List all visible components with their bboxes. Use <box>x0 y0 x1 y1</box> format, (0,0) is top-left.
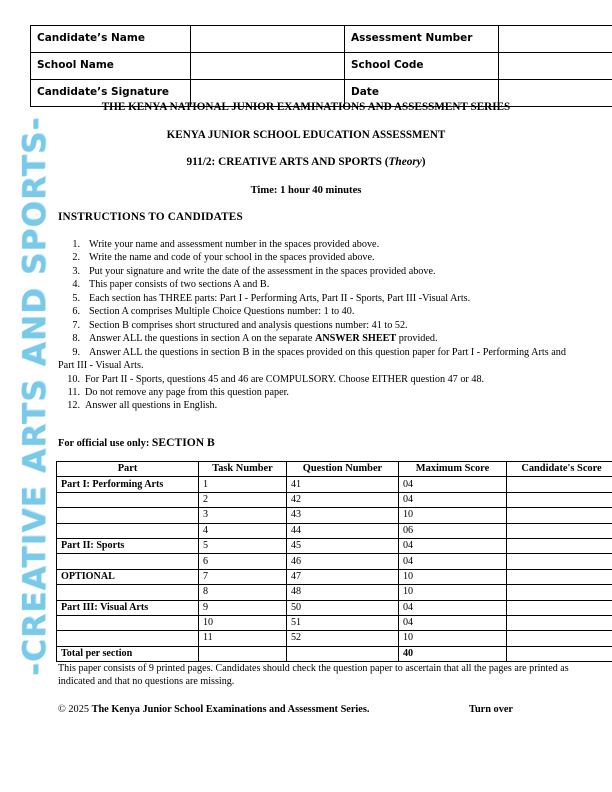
row-part <box>57 615 199 630</box>
candidate-name-field[interactable] <box>191 26 345 53</box>
row-task: 4 <box>199 523 287 538</box>
table-row <box>57 554 612 569</box>
instructions-list <box>58 238 583 413</box>
answer-sheet-emphasis: ANSWER SHEET <box>314 333 397 345</box>
row-question: 45 <box>287 538 399 553</box>
list-item <box>58 278 583 291</box>
list-item-text: Write the name and code of your school in the spaces provided above. <box>89 252 375 264</box>
list-item-text: This paper consists of two sections A and B. <box>89 279 270 291</box>
column-header-part: Part <box>57 462 199 477</box>
list-item <box>58 386 583 399</box>
watermark-text: -CREATIVE ARTS AND SPORTS- <box>17 116 53 676</box>
list-item-number: 5. <box>72 292 80 304</box>
row-max-score: 10 <box>399 631 507 646</box>
list-item-number: 9. <box>72 346 80 358</box>
table-header-row <box>57 462 612 477</box>
table-row <box>57 477 612 492</box>
list-item-number: 1. <box>72 239 80 250</box>
row-max-score-total: 40 <box>399 646 507 661</box>
list-item-number: 4. <box>72 279 80 291</box>
paper-subject: : CREATIVE ARTS AND SPORTS ( <box>211 156 389 168</box>
section-b-score-table <box>56 461 612 662</box>
instructions-heading: INSTRUCTIONS TO CANDIDATES <box>58 211 243 223</box>
table-row <box>31 26 612 53</box>
list-item <box>58 265 583 278</box>
row-candidate-score[interactable] <box>507 492 612 507</box>
copyright-mark: © 2025 <box>58 704 92 715</box>
row-max-score: 10 <box>399 569 507 584</box>
assessment-number-label: Assessment Number <box>345 26 499 53</box>
list-item-text: Each section has THREE parts: Part I - Performing Arts, Part II - Sports, Part III -Visual Arts. <box>89 292 471 304</box>
row-task: 2 <box>199 492 287 507</box>
table-row <box>57 508 612 523</box>
row-max-score: 04 <box>399 492 507 507</box>
table-row <box>57 615 612 630</box>
row-part: Part I: Performing Arts <box>57 477 199 492</box>
table-row <box>57 538 612 553</box>
row-task: 9 <box>199 600 287 615</box>
row-part <box>57 554 199 569</box>
row-max-score: 10 <box>399 585 507 600</box>
row-candidate-score[interactable] <box>507 615 612 630</box>
row-part <box>57 492 199 507</box>
row-part <box>57 631 199 646</box>
row-candidate-score[interactable] <box>507 508 612 523</box>
row-task: 8 <box>199 585 287 600</box>
list-item-text: Section B comprises short structured and analysis questions number: 41 to 52. <box>89 319 408 331</box>
turn-over-label: Turn over <box>469 704 513 715</box>
assessment-title: KENYA JUNIOR SCHOOL EDUCATION ASSESSMENT <box>166 129 446 141</box>
table-row <box>57 569 612 584</box>
list-item-text: Answer all questions in English. <box>85 400 218 412</box>
table-row <box>57 585 612 600</box>
row-question: 43 <box>287 508 399 523</box>
candidate-signature-label: Candidate’s Signature <box>31 80 191 107</box>
column-header-question: Question Number <box>287 462 399 477</box>
row-max-score: 04 <box>399 538 507 553</box>
list-item-text-before: Answer ALL the questions in section A on the separate <box>89 333 315 345</box>
page-count-note: This paper consists of 9 printed pages. Candidates should check the question paper to ascertain that all the pages are printed as indicated and that no questions are missing. <box>58 663 569 687</box>
score-table-body <box>57 477 612 662</box>
row-max-score: 04 <box>399 615 507 630</box>
school-code-label: School Code <box>345 53 499 80</box>
copyright-organisation: The Kenya Junior School Examinations and Assessment Series. <box>91 704 370 715</box>
list-item <box>58 373 583 386</box>
list-item <box>58 292 583 305</box>
list-item <box>58 238 583 251</box>
candidate-details-table <box>30 25 612 107</box>
row-part: Part III: Visual Arts <box>57 600 199 615</box>
row-task: 6 <box>199 554 287 569</box>
list-item-text: Answer ALL the questions in section B in the spaces provided on this question paper for Part I - Performing Arts and Part III - Visual Arts. <box>58 346 566 372</box>
row-question: 50 <box>287 600 399 615</box>
section-b-label: SECTION B <box>151 436 215 449</box>
row-part <box>57 508 199 523</box>
table-row <box>31 53 612 80</box>
column-header-task: Task Number <box>199 462 287 477</box>
row-question: 42 <box>287 492 399 507</box>
list-item-number: 2. <box>72 252 80 264</box>
list-item <box>58 332 583 345</box>
row-task: 10 <box>199 615 287 630</box>
paper-title-close: ) <box>421 156 426 168</box>
official-use-label <box>58 436 215 449</box>
list-item-number: 11. <box>67 386 80 398</box>
row-candidate-score[interactable] <box>507 554 612 569</box>
list-item <box>58 251 583 264</box>
table-row <box>57 492 612 507</box>
row-candidate-score[interactable] <box>507 631 612 646</box>
official-use-prefix: For official use only: <box>58 438 152 449</box>
list-item-text: Write your name and assessment number in the spaces provided above. <box>89 239 380 250</box>
school-name-field[interactable] <box>191 53 345 80</box>
row-part: OPTIONAL <box>57 569 199 584</box>
column-header-candidate-score: Candidate's Score <box>507 462 612 477</box>
exam-duration: Time: 1 hour 40 minutes <box>250 185 362 196</box>
row-part-total: Total per section <box>57 646 199 661</box>
row-question: 41 <box>287 477 399 492</box>
list-item-number: 10. <box>67 373 80 385</box>
copyright-line <box>58 704 578 715</box>
table-row-total <box>57 646 612 661</box>
table-row <box>57 631 612 646</box>
row-candidate-score[interactable] <box>507 600 612 615</box>
paper-code: 911/2 <box>186 156 212 168</box>
row-task: 7 <box>199 569 287 584</box>
list-item <box>58 346 583 373</box>
school-name-label: School Name <box>31 53 191 80</box>
row-max-score: 04 <box>399 477 507 492</box>
row-max-score: 06 <box>399 523 507 538</box>
row-candidate-score[interactable] <box>507 538 612 553</box>
row-question: 44 <box>287 523 399 538</box>
school-code-field[interactable] <box>499 53 612 80</box>
list-item <box>58 305 583 318</box>
list-item-text: For Part II - Sports, questions 45 and 46 are COMPULSORY. Choose EITHER question 47 or 48. <box>85 373 485 385</box>
row-task: 3 <box>199 508 287 523</box>
row-question: 51 <box>287 615 399 630</box>
row-task: 5 <box>199 538 287 553</box>
row-task: 11 <box>199 631 287 646</box>
list-item-text-after: provided. <box>396 333 438 345</box>
row-question: 47 <box>287 569 399 584</box>
list-item-number: 8. <box>72 333 80 345</box>
column-header-max-score: Maximum Score <box>399 462 507 477</box>
assessment-number-field[interactable] <box>499 26 612 53</box>
list-item <box>58 319 583 332</box>
row-candidate-score[interactable] <box>507 585 612 600</box>
table-row <box>57 600 612 615</box>
row-task-total <box>199 646 287 661</box>
list-item-text: Put your signature and write the date of the assessment in the spaces provided above. <box>89 265 436 277</box>
row-question: 48 <box>287 585 399 600</box>
row-part: Part II: Sports <box>57 538 199 553</box>
row-max-score: 04 <box>399 554 507 569</box>
list-item-number: 3. <box>72 265 80 277</box>
list-item-text: Section A comprises Multiple Choice Questions number: 1 to 40. <box>89 306 355 318</box>
list-item-text: Do not remove any page from this question paper. <box>85 386 289 398</box>
list-item-text <box>89 333 438 344</box>
list-item-number: 7. <box>72 319 80 331</box>
candidate-name-label: Candidate’s Name <box>31 26 191 53</box>
row-task: 1 <box>199 477 287 492</box>
row-candidate-score[interactable] <box>507 477 612 492</box>
row-question: 46 <box>287 554 399 569</box>
row-question: 52 <box>287 631 399 646</box>
row-part <box>57 523 199 538</box>
row-question-total <box>287 646 399 661</box>
paper-code-title <box>0 156 612 168</box>
row-part <box>57 585 199 600</box>
list-item-number: 6. <box>72 306 80 318</box>
list-item-number: 12. <box>67 400 80 412</box>
examination-board-title: THE KENYA NATIONAL JUNIOR EXAMINATIONS AND ASSESSMENT SERIES <box>101 101 511 113</box>
row-candidate-score-total[interactable] <box>507 646 612 661</box>
date-label: Date <box>345 80 499 107</box>
list-item <box>58 399 583 412</box>
table-row <box>57 523 612 538</box>
row-max-score: 04 <box>399 600 507 615</box>
row-candidate-score[interactable] <box>507 523 612 538</box>
row-max-score: 10 <box>399 508 507 523</box>
paper-mode: Theory <box>388 156 422 168</box>
row-candidate-score[interactable] <box>507 569 612 584</box>
